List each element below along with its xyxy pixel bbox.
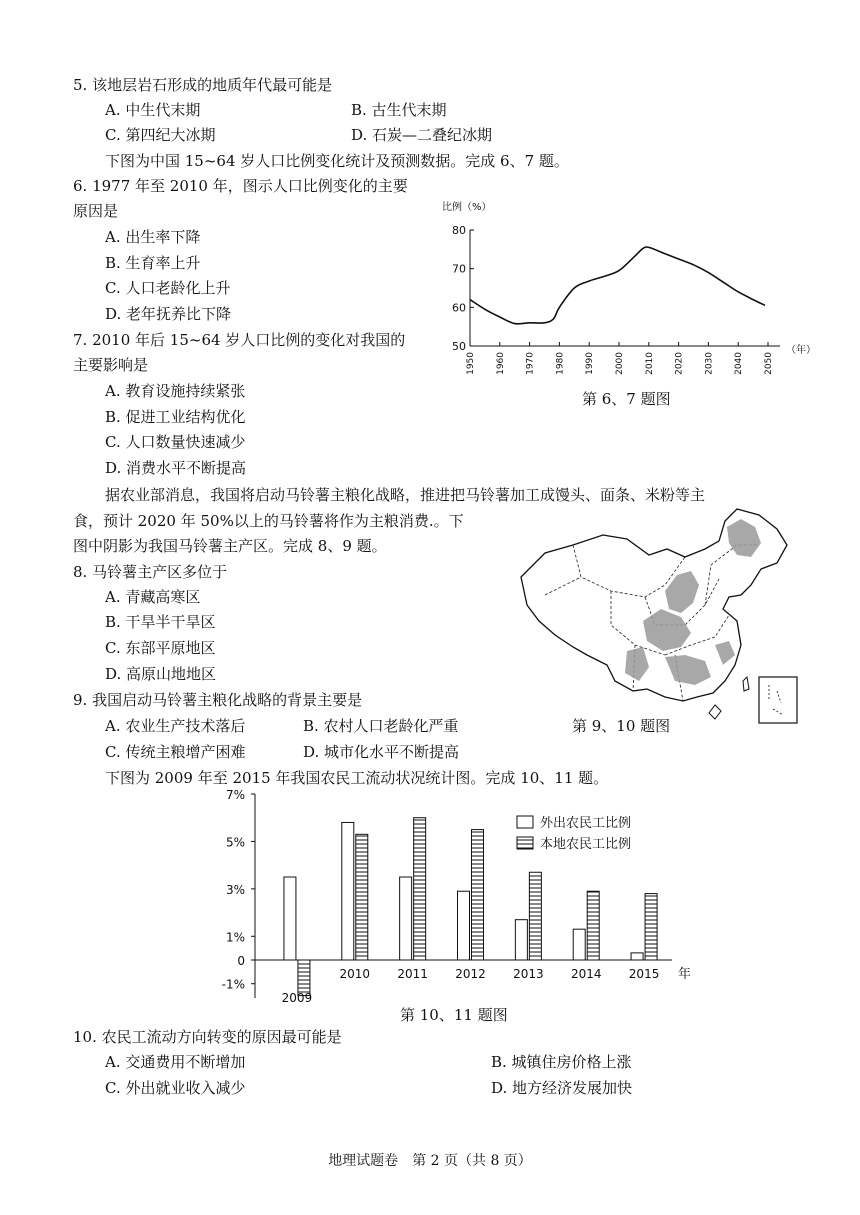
bar-chart-xunit: 年 [678,967,692,982]
q8-option-a: A. 青藏高寒区 [105,588,201,606]
legend-swatch-outbound [517,816,533,828]
line-chart-series-line [470,247,765,324]
line-chart-xtick-label: 2050 [764,352,774,375]
q10-option-c: C. 外出就业收入减少 [105,1079,246,1097]
q9-option-d: D. 城市化水平不断提高 [303,743,460,761]
q9-stem: 9. 我国启动马铃薯主粮化战略的背景主要是 [73,691,363,709]
q10-option-d: D. 地方经济发展加快 [491,1079,633,1097]
line-chart-xtick-label: 1990 [585,352,596,375]
bar-chart-xtick-label: 2015 [628,967,660,981]
q5-option-d: D. 石炭—二叠纪冰期 [351,126,493,144]
q7-option-d: D. 消费水平不断提高 [105,459,247,477]
q5-stem: 5. 该地层岩石形成的地质年代最可能是 [73,76,333,94]
bar-chart-ytick-label: 5% [225,835,245,850]
bar-local-2014 [587,891,599,960]
line-chart-xtick-label: 1960 [495,352,506,375]
bar-chart-legend [517,815,631,852]
q6-option-a: A. 出生率下降 [105,228,201,246]
q10-option-a: A. 交通费用不断增加 [105,1053,246,1071]
bar-local-2010 [356,834,368,960]
q6-option-d: D. 老年抚养比下降 [105,305,232,323]
legend-label-outbound: 外出农民工比例 [540,816,632,831]
q6-stem: 6. 1977 年至 2010 年，图示人口比例变化的主要 [73,177,408,195]
bar-chart-ytick-label: 0 [237,954,245,968]
line-chart-ytick-label: 60 [452,301,466,315]
q9-option-b: B. 农村人口老龄化严重 [303,717,459,735]
bar-chart-xtick-label: 2010 [339,967,371,981]
q8-option-c: C. 东部平原地区 [105,639,216,657]
bar-chart-xtick-label: 2011 [397,967,428,981]
q8-stem: 8. 马铃薯主产区多位于 [73,563,228,581]
line-chart-ylabel: 比例（%） [442,202,492,213]
page-footer: 地理试题卷 第 2 页（共 8 页） [328,1153,532,1169]
bar-outbound-2010 [342,822,354,960]
bar-outbound-2014 [573,929,585,960]
bar-local-2011 [414,818,426,960]
bar-chart-ytick-label: 1% [225,930,245,945]
q7-option-c: C. 人口数量快速减少 [105,433,246,451]
q10-option-b: B. 城镇住房价格上涨 [491,1053,632,1071]
bar-outbound-2013 [515,920,527,960]
bar-chart-ytick-label: 7% [225,788,245,802]
line-chart-xtick-label: 2010 [644,352,655,375]
south-sea-inset [759,677,797,723]
q6-option-c: C. 人口老龄化上升 [105,279,231,297]
bar-chart-xtick-label: 2014 [570,967,602,981]
bar-local-2013 [529,872,541,960]
q7-option-a: A. 教育设施持续紧张 [105,382,246,400]
q8-option-b: B. 干旱半干旱区 [105,613,216,631]
bar-outbound-2015 [631,953,643,960]
bar-chart-xtick-label: 2009 [281,991,313,1004]
line-chart-ytick-label: 70 [452,262,466,276]
line-chart-xtick-label: 2030 [704,352,715,375]
line-chart-xtick-label: 2000 [615,352,625,375]
q9-option-c: C. 传统主粮增产困难 [105,743,246,761]
migrant-worker-bar-chart [220,786,700,1004]
line-chart-xtick-label: 1970 [525,352,536,375]
legend-swatch-local [517,837,533,849]
bar-chart-caption: 第 10、11 题图 [400,1006,508,1024]
line-chart-xticks [466,342,774,375]
q10-stem: 10. 农民工流动方向转变的原因最可能是 [73,1028,342,1046]
intro-8-9-line3: 图中阴影为我国马铃薯主产区。完成 8、9 题。 [73,537,387,555]
intro-8-9-line1: 据农业部消息，我国将启动马铃薯主粮化战略，推进把马铃薯加工成馒头、面条、米粉等主 [105,486,706,504]
population-line-chart [430,192,830,378]
q5-option-b: B. 古生代末期 [351,101,447,119]
q7-stem: 7. 2010 年后 15~64 岁人口比例的变化对我国的 [73,331,406,349]
q9-option-a: A. 农业生产技术落后 [105,717,246,735]
q6-option-b: B. 生育率上升 [105,254,201,272]
intro-6-7: 下图为中国 15~64 岁人口比例变化统计及预测数据。完成 6、7 题。 [105,152,569,170]
taiwan-island [743,677,749,691]
line-chart-xtick-label: 1980 [555,352,566,375]
intro-8-9-line2: 食，预计 2020 年 50%以上的马铃薯将作为主粮消费.。下 [73,512,464,530]
hainan-island [709,705,721,719]
intro-10-11: 下图为 2009 年至 2015 年我国农民工流动状况统计图。完成 10、11 题。 [105,769,609,787]
map-caption: 第 9、10 题图 [572,717,671,735]
bar-outbound-2012 [458,891,470,960]
q7-stem-cont: 主要影响是 [73,356,149,374]
bar-outbound-2009 [284,877,296,960]
bar-chart-ytick-label: -1% [221,977,245,992]
line-chart-xunit: （年） [786,345,816,356]
line-chart-caption: 第 6、7 题图 [582,390,671,408]
q5-option-a: A. 中生代末期 [105,101,201,119]
q8-option-d: D. 高原山地地区 [105,665,217,683]
china-potato-map [515,505,805,730]
bar-outbound-2011 [400,877,412,960]
line-chart-xtick-label: 2040 [734,352,745,375]
line-chart-xtick-label: 2020 [674,352,685,375]
bar-chart-xticks [282,966,691,1004]
q6-stem-cont: 原因是 [73,202,119,220]
q5-option-c: C. 第四纪大冰期 [105,126,216,144]
bar-local-2015 [645,894,657,960]
line-chart-xtick-label: 1950 [466,352,476,375]
bar-local-2012 [472,830,484,960]
line-chart-yticks [452,224,474,353]
line-chart-ytick-label: 80 [452,224,466,237]
bar-chart-xtick-label: 2012 [455,967,486,981]
q7-option-b: B. 促进工业结构优化 [105,408,246,426]
line-chart-ytick-label: 50 [452,340,466,353]
legend-label-local: 本地农民工比例 [540,837,632,852]
bar-chart-yticks [222,788,255,992]
bar-chart-ytick-label: 3% [225,882,245,897]
bar-chart-xtick-label: 2013 [513,967,544,981]
